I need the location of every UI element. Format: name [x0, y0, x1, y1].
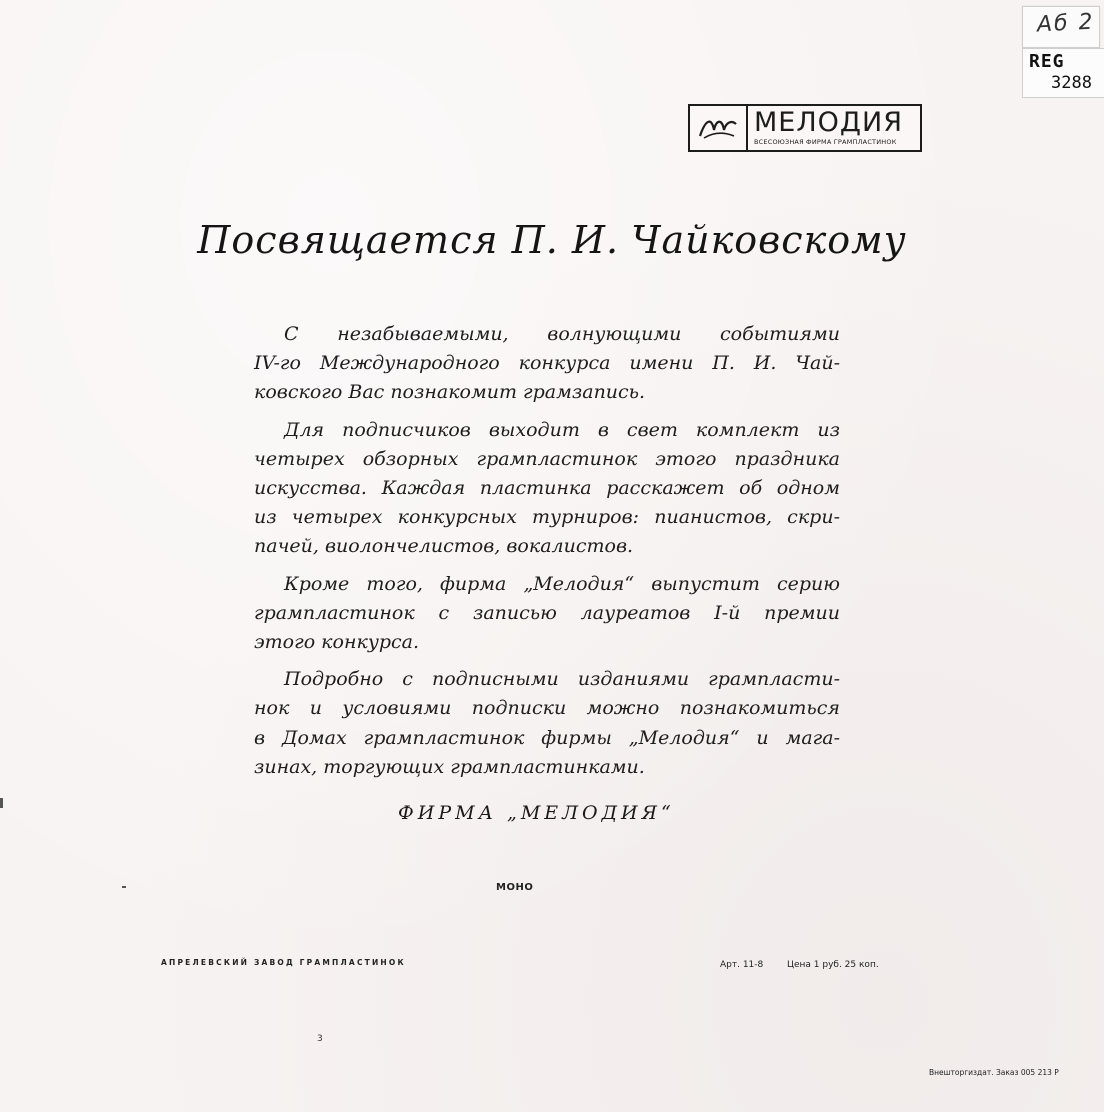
text-line: Кроме того, фирма „Мелодия“ выпустит серию	[284, 572, 840, 595]
logo-text	[748, 106, 920, 150]
handwritten-note: Аб 2	[1036, 9, 1096, 38]
paragraph	[254, 665, 840, 782]
reg-number: 3288	[1051, 73, 1092, 93]
logo-wordmark: МЕЛОДИЯ	[754, 107, 903, 138]
page-title	[0, 218, 1104, 262]
text-line: Подробно с подписными изданиями грампласти-	[284, 668, 840, 691]
print-mark	[0, 798, 3, 808]
text-line: Для подписчиков выходит в свет комплект из	[284, 418, 840, 441]
mono-label: МОНО	[496, 882, 534, 893]
signature: ФИРМА „МЕЛОДИЯ“	[398, 802, 675, 824]
page-number: 3	[317, 1034, 323, 1044]
body-text	[254, 320, 840, 790]
logo-subtitle: ВСЕСОЮЗНАЯ ФИРМА ГРАМПЛАСТИНОК	[754, 138, 897, 146]
text-line: нок и условиями подписки можно познакомиться	[254, 697, 840, 720]
print-info: Внешторгиздат. Заказ 005 213 Р	[929, 1068, 1059, 1077]
paragraph	[254, 570, 840, 658]
text-line: четырех обзорных грампластинок этого праздника	[254, 447, 840, 470]
text-line: грампластинок с записью лауреатов I-й премии	[254, 601, 840, 624]
article-number: Арт. 11-8	[720, 960, 764, 970]
text-line: из четырех конкурсных турниров: пианистов, скри-	[254, 506, 840, 529]
title-part-1: Посвящается П. И.	[197, 218, 620, 262]
plant-name: АПРЕЛЕВСКИЙ ЗАВОД ГРАМПЛАСТИНОК	[161, 958, 406, 967]
text-line: зинах, торгующих грампластинками.	[254, 755, 645, 778]
price: Цена 1 руб. 25 коп.	[787, 960, 879, 970]
text-line: в Домах грампластинок фирмы „Мелодия“ и мага-	[254, 726, 840, 749]
text-line: искусства. Каждая пластинка расскажет об одном	[254, 477, 840, 500]
text-line: С незабываемыми, волнующими событиями	[284, 323, 840, 345]
paragraph	[254, 416, 840, 562]
registration-sticker	[1022, 48, 1104, 98]
title-part-2: Чайковскому	[631, 218, 907, 262]
melodiya-logo	[688, 104, 922, 152]
text-line: IV-го Международного конкурса имени П. И. Чай-	[254, 352, 840, 375]
paragraph	[254, 320, 840, 408]
text-line: ковского Вас познакомит грамзапись.	[254, 381, 646, 404]
reg-label: REG	[1029, 51, 1065, 72]
text-line: этого конкурса.	[254, 631, 420, 654]
print-mark	[122, 886, 126, 888]
handwritten-sticker	[1022, 6, 1100, 48]
melodiya-logo-icon	[690, 106, 748, 150]
text-line: пачей, виолончелистов, вокалистов.	[254, 535, 634, 558]
